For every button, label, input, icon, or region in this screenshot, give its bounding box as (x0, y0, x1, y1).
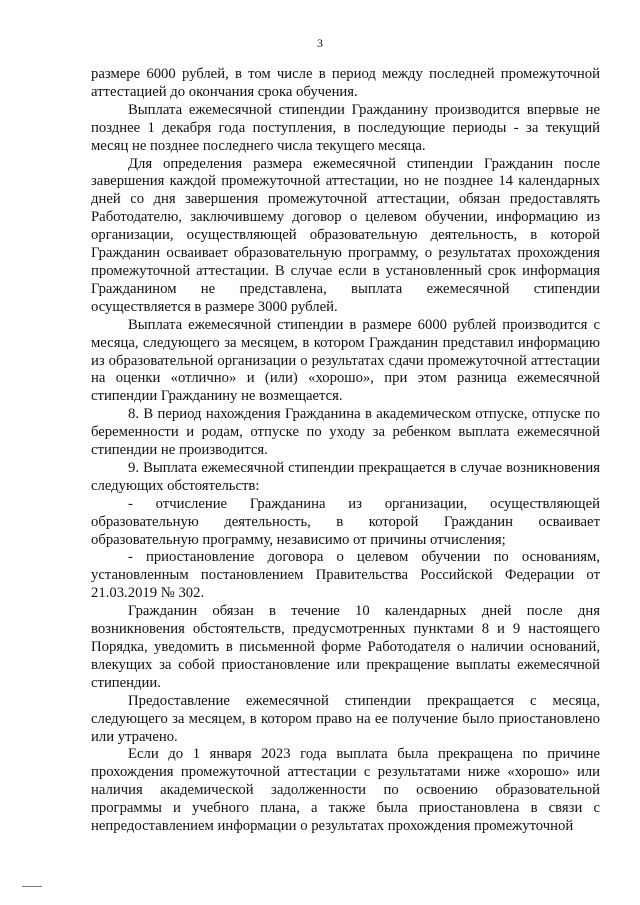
footer-mark (22, 886, 42, 887)
paragraph-termination: Предоставление ежемесячной стипендии прекращается с месяца, следующего за месяцем, в котором право на ее получение было приостановлено или утрачено. (91, 692, 600, 745)
paragraph-item-9: 9. Выплата ежемесячной стипендии прекращается в случае возникновения следующих обстоятельств: (91, 459, 600, 494)
paragraph-6000-payment: Выплата ежемесячной стипендии в размере 6000 рублей производится с месяца, следующего за месяцем, в котором Гражданин представил информацию из образовательной организации о результатах сдачи промежуточной аттестации на оценки «отлично» и (или) «хорошо», при этом разница ежемесячной стипендии Гражданину не возмещается. (91, 316, 600, 405)
paragraph-continuation: размере 6000 рублей, в том числе в период между последней промежуточной аттестацией до окончания срока обучения. (91, 66, 600, 100)
document-body (91, 66, 600, 836)
list-item-suspension: - приостановление договора о целевом обучении по основаниям, установленным постановлением Правительства Российской Федерации от 21.03.2019 № 302. (91, 549, 600, 602)
paragraph-notification-duty: Гражданин обязан в течение 10 календарных дней после дня возникновения обстоятельств, предусмотренных пунктами 8 и 9 настоящего Порядка, уведомить в письменной форме Работодателя о наличии оснований, влекущих за собой приостановление или прекращение выплаты ежемесячной стипендии. (91, 603, 600, 691)
paragraph-stipend-amount-determination: Для определения размера ежемесячной стипендии Гражданин после завершения каждой промежуточной аттестации, но не позднее 14 календарных дней со дня завершения промежуточной аттестации, обязан предоставлять Работодателю, заключившему договор о целевом обучении, информацию из организации, осуществляющей образовательную деятельность, в которой Гражданин осваивает образовательную программу, о результатах прохождения промежуточной аттестации. В случае если в установленный срок информация Гражданином не представлена, выплата ежемесячной стипендии осуществляется в размере 3000 рублей. (91, 155, 600, 315)
list-item-expulsion: - отчисление Гражданина из организации, осуществляющей образовательную деятельность, в которой Гражданин осваивает образовательную программу, независимо от причины отчисления; (91, 495, 600, 548)
paragraph-before-2023: Если до 1 января 2023 года выплата была прекращена по причине прохождения промежуточной аттестации с результатами ниже «хорошо» или наличия академической задолженности по освоению образовательной программы и учебного плана, а также была приостановлена в связи с непредоставлением информации о результатах прохождения промежуточной (91, 746, 600, 835)
page-number: 3 (317, 36, 323, 50)
paragraph-item-8: 8. В период нахождения Гражданина в академическом отпуске, отпуске по беременности и родам, отпуске по уходу за ребенком выплата ежемесячной стипендии не производится. (91, 406, 600, 459)
paragraph-payment-timing: Выплата ежемесячной стипендии Гражданину производится впервые не позднее 1 декабря года поступления, в последующие периоды - за текущий месяц не позднее последнего числа текущего месяца. (91, 101, 600, 154)
